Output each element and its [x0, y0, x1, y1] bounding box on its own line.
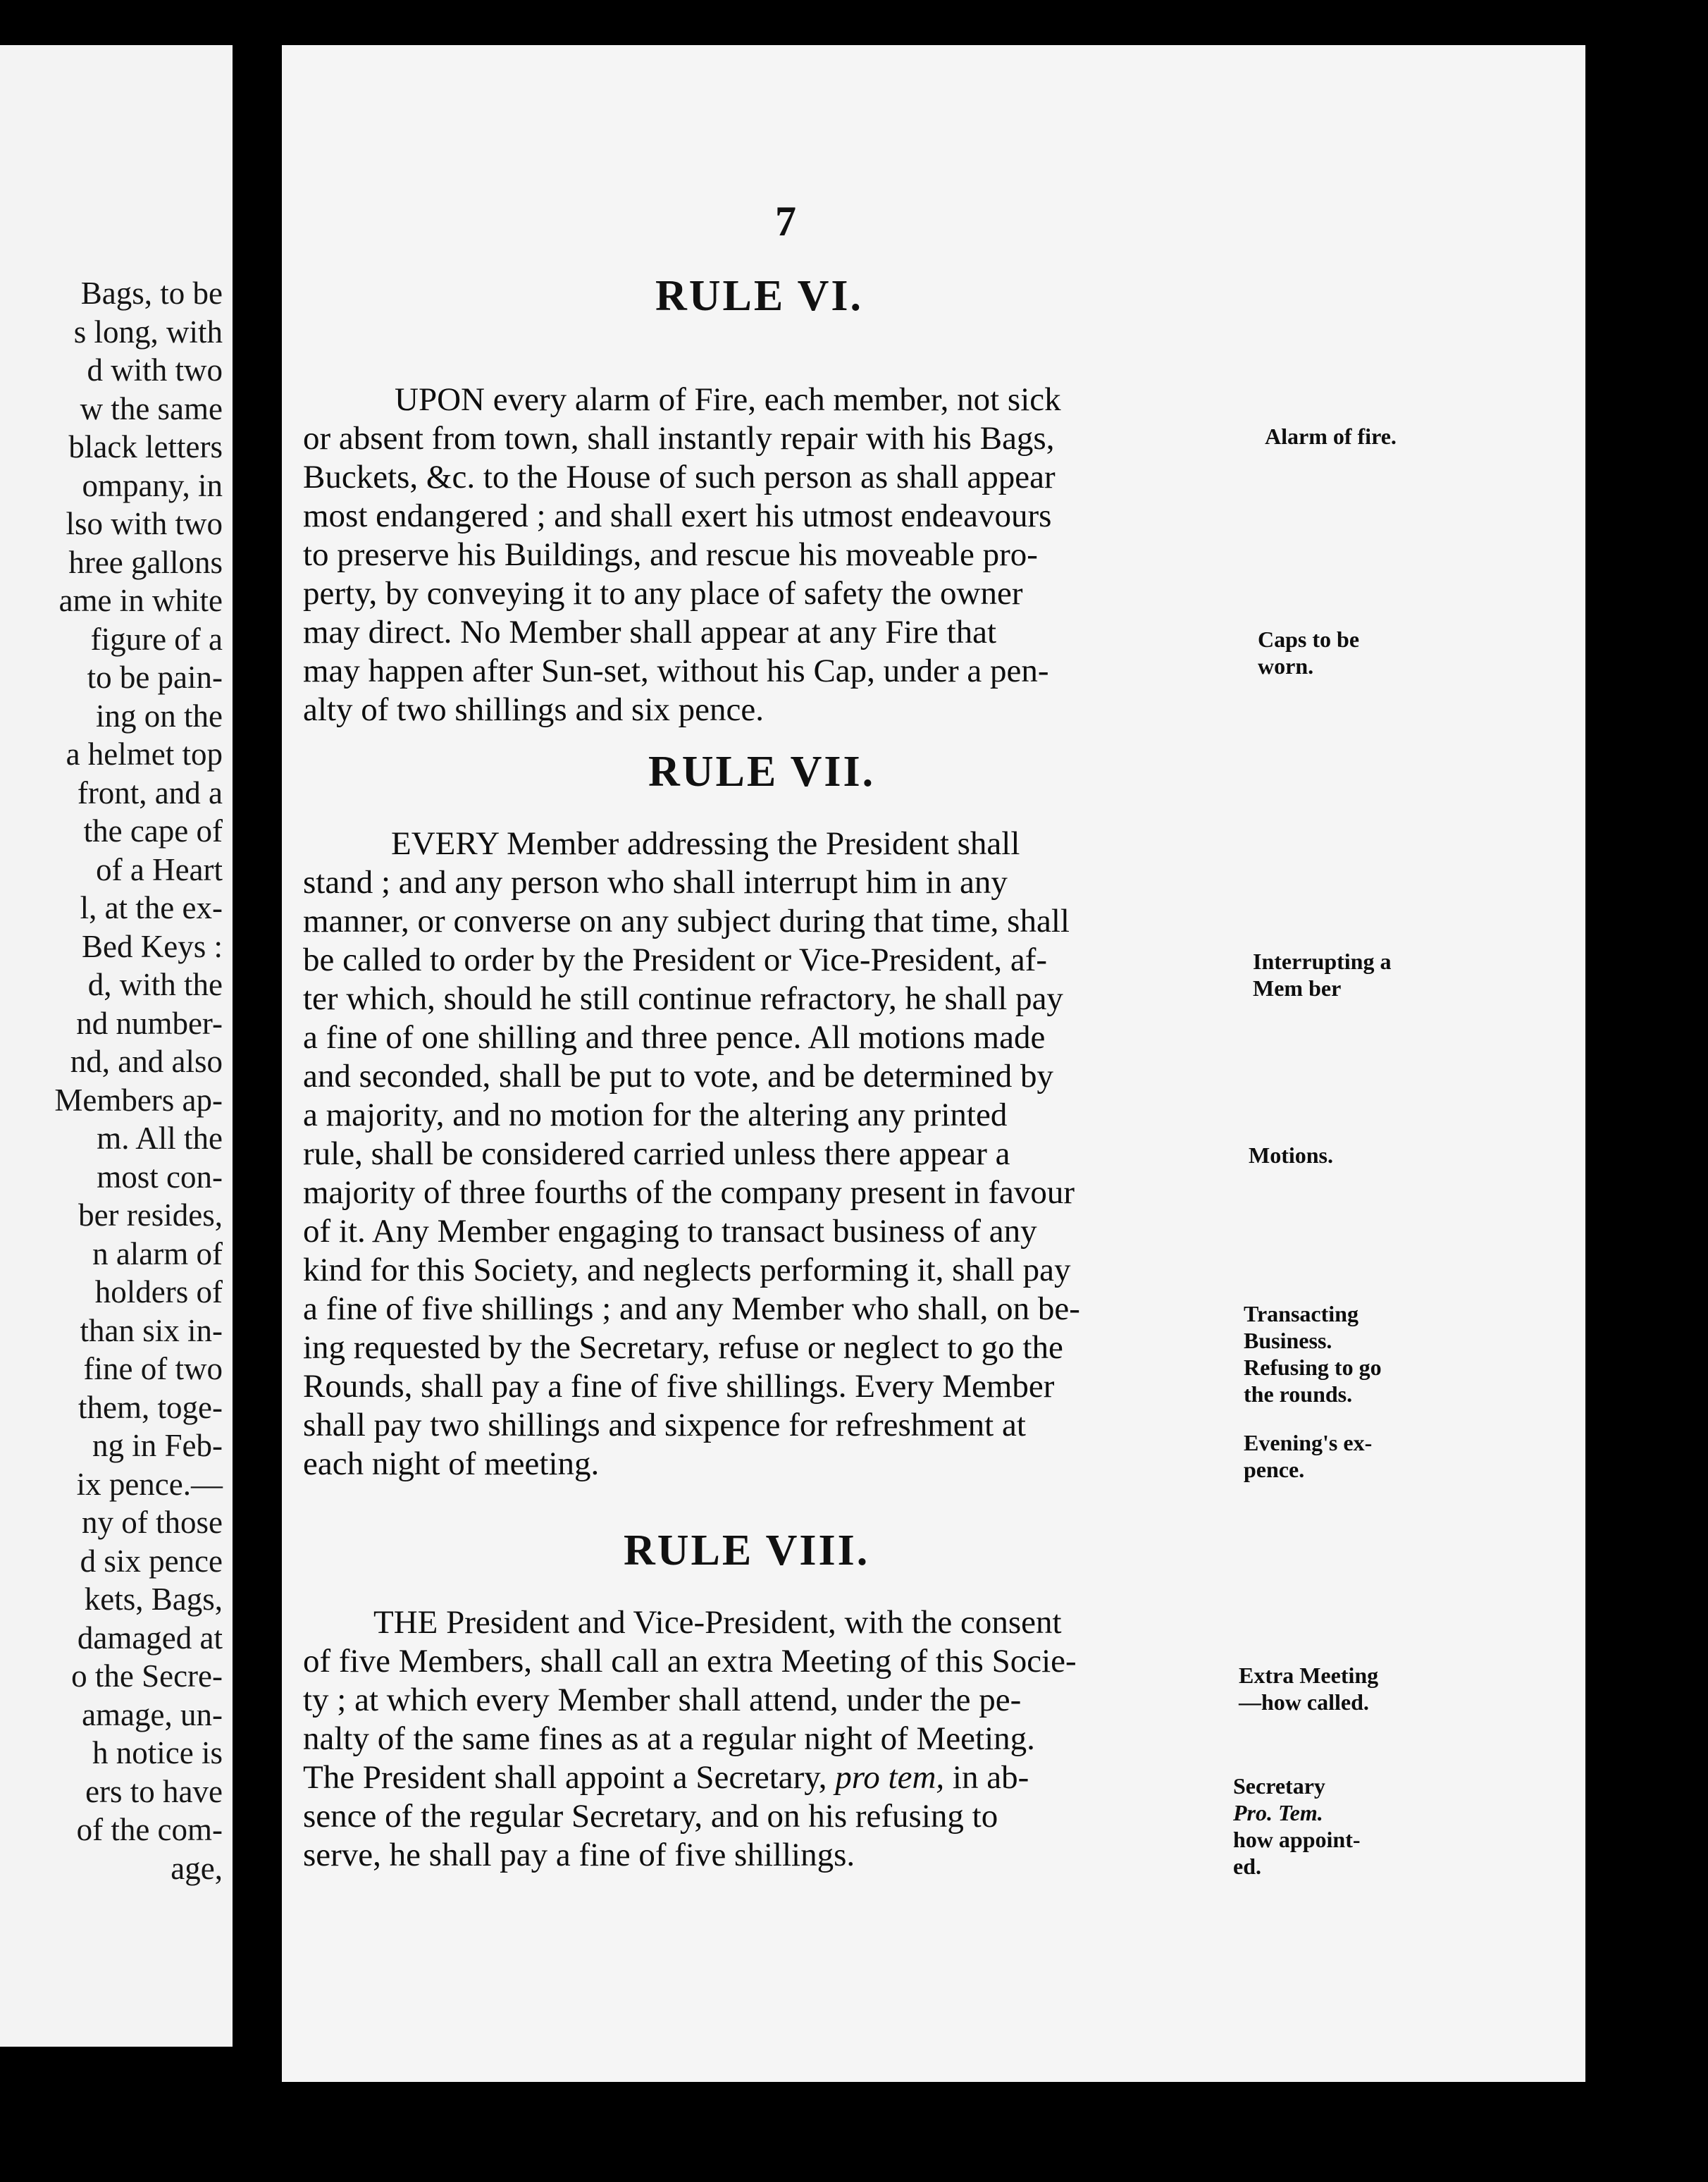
rule-viii-line: nalty of the same fines as at a regular night of Meeting.: [303, 1720, 1035, 1757]
left-page-line: Bags, to be: [80, 276, 223, 311]
rule-vii-line: manner, or converse on any subject during that time, shall: [303, 903, 1070, 939]
rule-vi-line: perty, by conveying it to any place of safety the owner: [303, 575, 1023, 612]
left-page-line: age,: [171, 1850, 223, 1886]
rule-vii-line: a fine of five shillings ; and any Member who shall, on be-: [303, 1290, 1080, 1327]
left-page-line: ing on the: [96, 698, 223, 734]
rule-vi-line: to preserve his Buildings, and rescue his moveable pro-: [303, 536, 1038, 573]
left-page-line: fine of two: [83, 1351, 223, 1386]
book-gutter: [233, 0, 282, 2182]
left-page-line: a helmet top: [66, 736, 223, 772]
margin-note-transacting: [1244, 1300, 1382, 1407]
left-page-line: n alarm of: [92, 1235, 223, 1271]
margin-note-line: worn.: [1258, 653, 1314, 679]
left-page-line: them, toge-: [78, 1389, 223, 1425]
left-page-line: ame in white: [58, 583, 223, 618]
rule-viii-text-part: The President shall appoint a Secretary,: [303, 1759, 827, 1796]
rule-vii-line: EVERY Member addressing the President shall: [391, 825, 1020, 862]
left-page-line: figure of a: [90, 621, 223, 657]
rule-vii-line: be called to order by the President or Vice-President, af-: [303, 942, 1048, 978]
rule-vi-line: or absent from town, shall instantly repair with his Bags,: [303, 420, 1055, 457]
page-number: 7: [775, 198, 796, 245]
left-page-line: s long, with: [73, 314, 223, 350]
left-page-line: Members ap-: [54, 1082, 223, 1118]
left-page-line: to be pain-: [87, 660, 223, 695]
left-page-line: of a Heart: [96, 851, 223, 887]
margin-note-line: the rounds.: [1244, 1381, 1353, 1407]
left-page-line: ix pence.—: [76, 1466, 223, 1502]
left-page-line: d six pence: [80, 1543, 223, 1579]
rule-vii-line: Rounds, shall pay a fine of five shillings. Every Member: [303, 1368, 1055, 1405]
margin-note-line: Business.: [1244, 1328, 1332, 1353]
left-page-line: hree gallons: [68, 544, 223, 580]
margin-note-line: ed.: [1233, 1854, 1261, 1879]
rule-vii-text: [303, 825, 1215, 1484]
margin-note-line: Pro. Tem.: [1233, 1800, 1323, 1825]
left-page-line: Bed Keys :: [82, 928, 223, 964]
left-page-line: nd, and also: [70, 1044, 223, 1079]
margin-note-line: Extra Meeting: [1239, 1663, 1379, 1688]
rule-vi-text: [303, 381, 1215, 729]
left-page-line: ber resides,: [78, 1197, 223, 1233]
left-page-fragment: [0, 45, 233, 2047]
margin-note-line: Secretary: [1233, 1773, 1325, 1799]
rule-vii-line: a majority, and no motion for the altering any printed: [303, 1097, 1008, 1133]
rule-viii-line: sence of the regular Secretary, and on his refusing to: [303, 1798, 998, 1835]
left-page-line: m. All the: [97, 1121, 223, 1156]
rule-vi-line: UPON every alarm of Fire, each member, not sick: [395, 381, 1061, 418]
margin-note-line: Caps to be: [1258, 627, 1360, 652]
rule-vii-line: rule, shall be considered carried unless there appear a: [303, 1135, 1010, 1172]
rule-vii-line: kind for this Society, and neglects performing it, shall pay: [303, 1252, 1071, 1288]
left-page-line: front, and a: [77, 775, 223, 810]
rule-vii-line: stand ; and any person who shall interrupt him in any: [303, 864, 1008, 901]
left-page-line: h notice is: [92, 1735, 223, 1770]
rule-vi-line: Buckets, &c. to the House of such person as shall appear: [303, 459, 1056, 495]
rule-viii-heading: RULE VIII.: [624, 1527, 870, 1574]
left-page-line: lso with two: [66, 506, 223, 541]
rule-vii-line: and seconded, shall be put to vote, and be determined by: [303, 1058, 1054, 1095]
rule-viii-text: [303, 1603, 1215, 1875]
margin-note-line: Interrupting a: [1253, 949, 1392, 974]
left-page-line: black letters: [68, 429, 223, 464]
left-page-line: l, at the ex-: [80, 890, 223, 925]
rule-vii-line: a fine of one shilling and three pence. All motions made: [303, 1019, 1046, 1056]
rule-vii-line: majority of three fourths of the company present in favour: [303, 1174, 1075, 1211]
margin-note-line: Evening's ex-: [1244, 1430, 1373, 1455]
left-page-line: ompany, in: [82, 467, 223, 503]
left-page-line: ers to have: [85, 1773, 223, 1809]
margin-note-line: pence.: [1244, 1457, 1305, 1482]
margin-note-line: Refusing to go: [1244, 1355, 1382, 1380]
margin-note-interrupting: [1253, 948, 1391, 1001]
rule-vii-line: ing requested by the Secretary, refuse or neglect to go the: [303, 1329, 1063, 1366]
rule-vi-line: may happen after Sun-set, without his Cap, under a pen-: [303, 653, 1049, 689]
margin-note-line: —how called.: [1239, 1689, 1369, 1715]
rule-vi-line: most endangered ; and shall exert his utmost endeavours: [303, 498, 1052, 534]
rule-vii-line: of it. Any Member engaging to transact business of any: [303, 1213, 1037, 1250]
rule-vii-line: shall pay two shillings and sixpence for refreshment at: [303, 1407, 1026, 1443]
rule-vi-line: may direct. No Member shall appear at any Fire that: [303, 614, 997, 651]
rule-viii-text-part: in ab-: [952, 1759, 1029, 1796]
left-page-line: holders of: [94, 1274, 223, 1309]
rule-vi-line: alty of two shillings and six pence.: [303, 691, 764, 728]
rule-vii-line: each night of meeting.: [303, 1446, 600, 1482]
left-page-line: most con-: [97, 1159, 223, 1195]
pro-tem-italic: pro tem,: [835, 1759, 945, 1796]
left-page-line: kets, Bags,: [84, 1582, 223, 1617]
margin-note-line: Transacting: [1244, 1301, 1359, 1326]
rule-viii-line: of five Members, shall call an extra Meeting of this Socie-: [303, 1643, 1077, 1679]
margin-note-alarm: Alarm of fire.: [1265, 424, 1397, 449]
margin-note-evening: [1244, 1429, 1372, 1483]
page-edge-shadow: [1585, 45, 1708, 2082]
margin-note-secretary: [1233, 1773, 1361, 1880]
margin-note-motions: Motions.: [1249, 1142, 1333, 1168]
rule-vi-heading: RULE VI.: [655, 272, 864, 320]
left-page-line: the cape of: [83, 813, 223, 849]
left-page-line: ny of those: [82, 1505, 223, 1540]
margin-note-caps: [1258, 626, 1359, 679]
left-page-line: d, with the: [87, 967, 223, 1002]
rule-viii-line: ty ; at which every Member shall attend, under the pe-: [303, 1682, 1022, 1718]
rule-vii-heading: RULE VII.: [648, 748, 876, 796]
left-page-line: damaged at: [77, 1620, 223, 1656]
rule-vii-line: ter which, should he still continue refractory, he shall pay: [303, 980, 1063, 1017]
margin-note-extra-meeting: [1239, 1662, 1378, 1715]
rule-viii-line: serve, he shall pay a fine of five shillings.: [303, 1837, 855, 1873]
left-page-line: nd number-: [76, 1005, 223, 1041]
left-page-line: amage, un-: [82, 1696, 223, 1732]
left-page-line: of the com-: [76, 1812, 223, 1847]
margin-note-line: how appoint-: [1233, 1827, 1361, 1852]
margin-note-line: Mem ber: [1253, 975, 1342, 1001]
left-page-line: d with two: [87, 352, 223, 388]
left-page-line: w the same: [80, 390, 223, 426]
rule-viii-line: [303, 1758, 1215, 1797]
left-page-line: ng in Feb-: [92, 1428, 223, 1463]
left-page-line: than six in-: [80, 1312, 223, 1348]
left-page-line: o the Secre-: [71, 1658, 223, 1694]
rule-viii-line: THE President and Vice-President, with the consent: [373, 1604, 1062, 1641]
